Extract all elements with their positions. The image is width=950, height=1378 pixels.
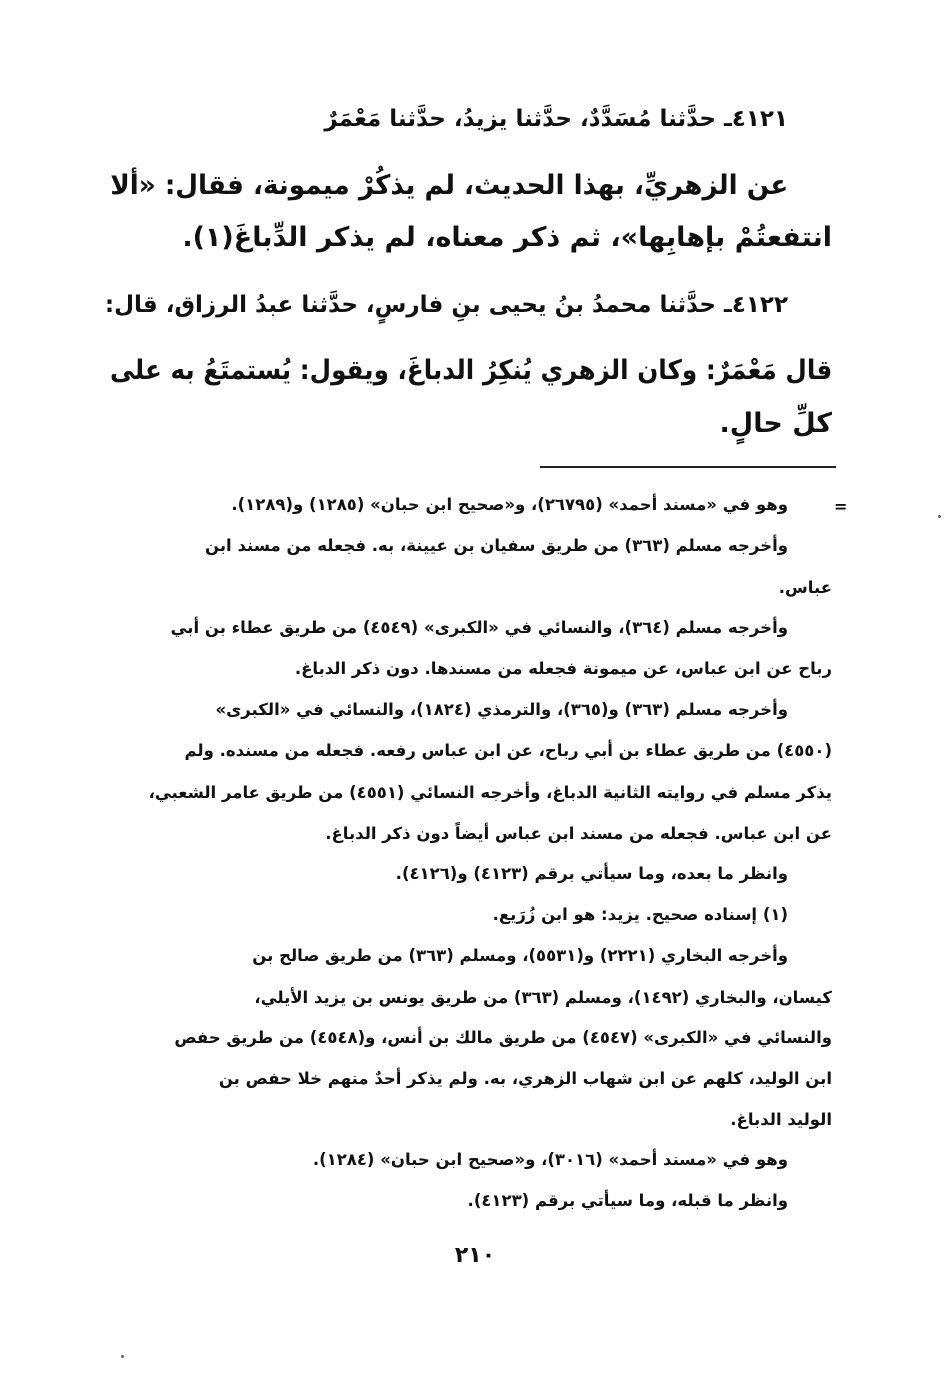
scan-speck bbox=[938, 515, 941, 518]
footnote-line: وهو في «مسند أحمد» (٢٦٧٩٥)، و«صحيح ابن حبان» (١٢٨٥) و(١٢٨٩). bbox=[231, 495, 788, 514]
hadith-4121-line-2: عن الزهريِّ، بهذا الحديث، لم يذكُرْ ميمونة، فقال: «ألا bbox=[109, 170, 788, 201]
footnote-line: رباح عن ابن عباس، عن ميمونة فجعله من مسندها. دون ذكر الدباغ. bbox=[294, 659, 832, 678]
footnote-line: يذكر مسلم في روايته الثانية الدباغ، وأخرجه النسائي (٤٥٥١) من طريق عامر الشعبي، bbox=[148, 783, 832, 802]
footnote-line: وأخرجه البخاري (٢٢٢١) و(٥٥٣١)، ومسلم (٣٦٣) من طريق صالح بن bbox=[252, 946, 788, 965]
footnote-line: (٤٥٥٠) من طريق عطاء بن أبي رباح، عن ابن عباس رفعه. فجعله من مسنده. ولم bbox=[184, 741, 832, 760]
footnote-line: الوليد الدباغ. bbox=[730, 1110, 832, 1129]
footnote-line: والنسائي في «الكبرى» (٤٥٤٧) من طريق مالك بن أنس، و(٤٥٤٨) من طريق حفص bbox=[174, 1028, 832, 1047]
hadith-4122-line-3: كلِّ حالٍ. bbox=[719, 408, 832, 439]
scan-speck bbox=[121, 1355, 124, 1358]
footnote-line: وأخرجه مسلم (٣٦٤)، والنسائي في «الكبرى» (٤٥٤٩) من طريق عطاء بن أبي bbox=[170, 618, 788, 637]
footnote-line: (١) إسناده صحيح. يزيد: هو ابن زُرَيع. bbox=[492, 905, 788, 924]
hadith-4121-line-1: ٤١٢١ـ حدَّثنا مُسَدَّدٌ، حدَّثنا يزيدُ، حدَّثنا مَعْمَرٌ bbox=[324, 106, 788, 132]
hadith-4122-line-1: ٤١٢٢ـ حدَّثنا محمدُ بنُ يحيى بنِ فارسٍ، حدَّثنا عبدُ الرزاق، قال: bbox=[104, 292, 788, 318]
footnote-separator bbox=[540, 466, 836, 468]
continuation-marker: = bbox=[834, 497, 848, 516]
footnote-line: وأخرجه مسلم (٣٦٣) من طريق سفيان بن عيينة، به. فجعله من مسند ابن bbox=[205, 536, 788, 555]
footnote-line: ابن الوليد، كلهم عن ابن شهاب الزهري، به. ولم يذكر أحدٌ منهم خلا حفص بن bbox=[218, 1069, 832, 1088]
footnote-line: وأخرجه مسلم (٣٦٣) و(٣٦٥)، والترمذي (١٨٢٤)، والنسائي في «الكبرى» bbox=[215, 700, 788, 719]
footnote-line: كيسان، والبخاري (١٤٩٢)، ومسلم (٣٦٣) من طريق يونس بن يزيد الأيلي، bbox=[254, 988, 832, 1007]
footnote-line: وانظر ما بعده، وما سيأتي برقم (٤١٢٣) و(٤١٢٦). bbox=[395, 864, 788, 883]
page-number: ٢١٠ bbox=[454, 1243, 496, 1268]
footnote-line: وانظر ما قبله، وما سيأتي برقم (٤١٢٣). bbox=[467, 1191, 788, 1210]
hadith-4121-line-3: انتفعتُمْ بإهابِها»، ثم ذكر معناه، لم يذكر الدِّباغَ(١). bbox=[182, 222, 832, 253]
hadith-4122-line-2: قال مَعْمَرٌ: وكان الزهري يُنكِرُ الدباغَ، ويقول: يُستمتَعُ به على bbox=[109, 355, 832, 386]
footnote-line: وهو في «مسند أحمد» (٣٠١٦)، و«صحيح ابن حبان» (١٢٨٤). bbox=[312, 1150, 788, 1169]
footnote-line: عباس. bbox=[778, 578, 832, 597]
footnote-line: عن ابن عباس. فجعله من مسند ابن عباس أيضاً دون ذكر الدباغ. bbox=[325, 824, 832, 843]
